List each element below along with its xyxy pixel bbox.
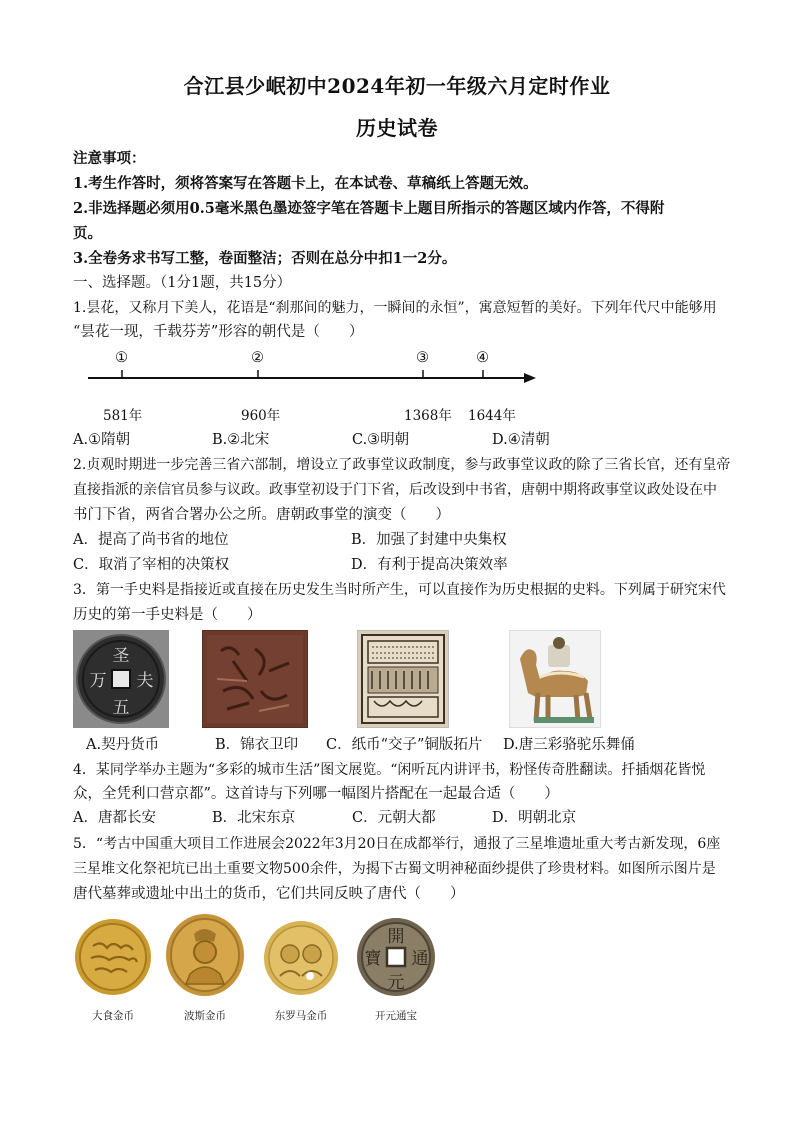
timeline-year: 960年 [241, 408, 281, 424]
q4-option-b[interactable]: B．北宋东京 [212, 810, 296, 826]
question-4-text: 众，全凭利口营京都”。这首诗与下列哪一幅图片搭配在一起最合适（ ） [73, 786, 559, 802]
timeline-arrow-icon [524, 373, 536, 383]
coin-label: 大食金币 [92, 1010, 134, 1022]
timeline-year: 1368年 [404, 408, 452, 424]
question-3-text: 3．第一手史料是指接近或直接在历史发生当时所产生，可以直接作为历史根据的史料。下列属于研究宋代 [73, 582, 726, 598]
q1-option-d[interactable]: D.④清朝 [492, 432, 550, 448]
q1-option-b[interactable]: B.②北宋 [212, 432, 270, 448]
timeline-year: 581年 [103, 408, 143, 424]
timeline-mark: ① [115, 350, 128, 366]
coin-label: 波斯金币 [184, 1010, 226, 1022]
question-2-text: 2.贞观时期进一步完善三省六部制，增设立了政事堂议政制度，参与政事堂议政的除了三省长官，还有皇帝 [73, 457, 731, 473]
q2-option-d[interactable]: D．有利于提高决策效率 [351, 557, 508, 573]
svg-text:寶: 寶 [364, 949, 382, 969]
tang-camel-figurine-photo [509, 630, 601, 728]
jiaozi-print-icon [358, 631, 448, 727]
timeline-mark: ③ [416, 350, 429, 366]
svg-text:五: 五 [112, 698, 130, 718]
coin-label: 东罗马金币 [274, 1010, 328, 1022]
question-2-text: 书门下省，两省合署办公之所。唐朝政事堂的演变（ ） [73, 507, 450, 523]
coin-label: 开元通宝 [375, 1010, 417, 1022]
seal-icon [203, 631, 307, 727]
timeline-mark: ④ [476, 350, 489, 366]
note-item: 2.非选择题必须用0.5毫米黑色墨迹签字笔在答题卡上题目所指示的答题区域内作答，不得附 [73, 200, 665, 217]
timeline-mark: ② [251, 350, 264, 366]
timeline-year: 1644年 [468, 408, 516, 424]
notes-heading: 注意事项： [73, 150, 146, 167]
question-5-text: 唐代墓葬或遗址中出土的货币，它们共同反映了唐代（ ） [73, 886, 465, 902]
question-4-text: 4．某同学举办主题为“多彩的城市生活”图文展览。“闲听瓦内讲评书，粉怪传奇胜翻读。扦插烟花皆悦 [73, 762, 706, 778]
svg-text:圣: 圣 [112, 646, 130, 666]
khitan-coin-photo [73, 630, 169, 728]
question-1-text: “昙花一现，千载芬芳”形容的朝代是（ ） [73, 324, 364, 340]
question-1-text: 1.昙花，又称月下美人，花语是“刹那间的魅力，一瞬间的永恒”，寓意短暂的美好。下列年代尺中能够用 [73, 300, 717, 316]
kaiyuan-tongbao-coin-icon [355, 916, 437, 998]
q4-option-d[interactable]: D．明朝北京 [492, 810, 577, 826]
exam-title: 合江县少岷初中2024年初一年级六月定时作业 [183, 74, 611, 98]
note-item: 1.考生作答时，须将答案写在答题卡上，在本试卷、草稿纸上答题无效。 [73, 175, 538, 192]
note-item: 3.全卷务求书写工整，卷面整洁；否则在总分中扣1一2分。 [73, 250, 457, 267]
dashi-gold-coin-icon [73, 916, 153, 998]
question-3-text: 历史的第一手史料是（ ） [73, 607, 262, 623]
exam-subtitle: 历史试卷 [356, 116, 438, 140]
q3-option-b[interactable]: B．锦衣卫印 [215, 737, 299, 753]
question-5-text: 5．“考古中国重大项目工作进展会2022年3月20日在成都举行，通报了三星堆遗址重大考古新发现，6座 [73, 836, 721, 852]
persian-gold-coin-icon [164, 912, 246, 998]
q2-option-b[interactable]: B．加强了封建中央集权 [351, 532, 507, 548]
byzantine-gold-coin-icon [262, 918, 340, 998]
question-2-text: 直接指派的亲信官员参与议政。政事堂初设于门下省，后改设到中书省，唐朝中期将政事堂议政处设在中 [73, 482, 717, 498]
q2-option-a[interactable]: A．提高了尚书省的地位 [73, 532, 229, 548]
jiaozi-rubbing-photo [357, 630, 449, 728]
note-item: 页。 [73, 225, 102, 242]
svg-text:通: 通 [411, 949, 429, 969]
section-heading: 一、选择题。（1分1题，共15分） [73, 275, 292, 291]
svg-text:夫: 夫 [136, 671, 154, 691]
q1-option-a[interactable]: A.①隋朝 [73, 432, 131, 448]
svg-text:万: 万 [89, 671, 107, 691]
svg-text:開: 開 [387, 927, 405, 947]
q1-option-c[interactable]: C.③明朝 [352, 432, 410, 448]
q4-option-c[interactable]: C．元朝大都 [352, 810, 436, 826]
q4-option-a[interactable]: A．唐都长安 [73, 810, 156, 826]
camel-figurine-icon [510, 631, 600, 727]
q3-option-a[interactable]: A.契丹货币 [86, 737, 160, 753]
question-5-text: 三星堆文化祭祀坑已出土重要文物500余件，为揭下古蜀文明神秘面纱提供了珍贵材料。如图所示图片是 [73, 861, 716, 877]
khitan-coin-icon [74, 631, 168, 727]
q3-option-c[interactable]: C．纸币“交子”铜版拓片 [326, 737, 483, 753]
q3-option-d[interactable]: D.唐三彩骆驼乐舞俑 [503, 737, 635, 753]
jinyiwei-seal-photo [202, 630, 308, 728]
svg-text:元: 元 [387, 973, 405, 993]
q2-option-c[interactable]: C．取消了宰相的决策权 [73, 557, 230, 573]
